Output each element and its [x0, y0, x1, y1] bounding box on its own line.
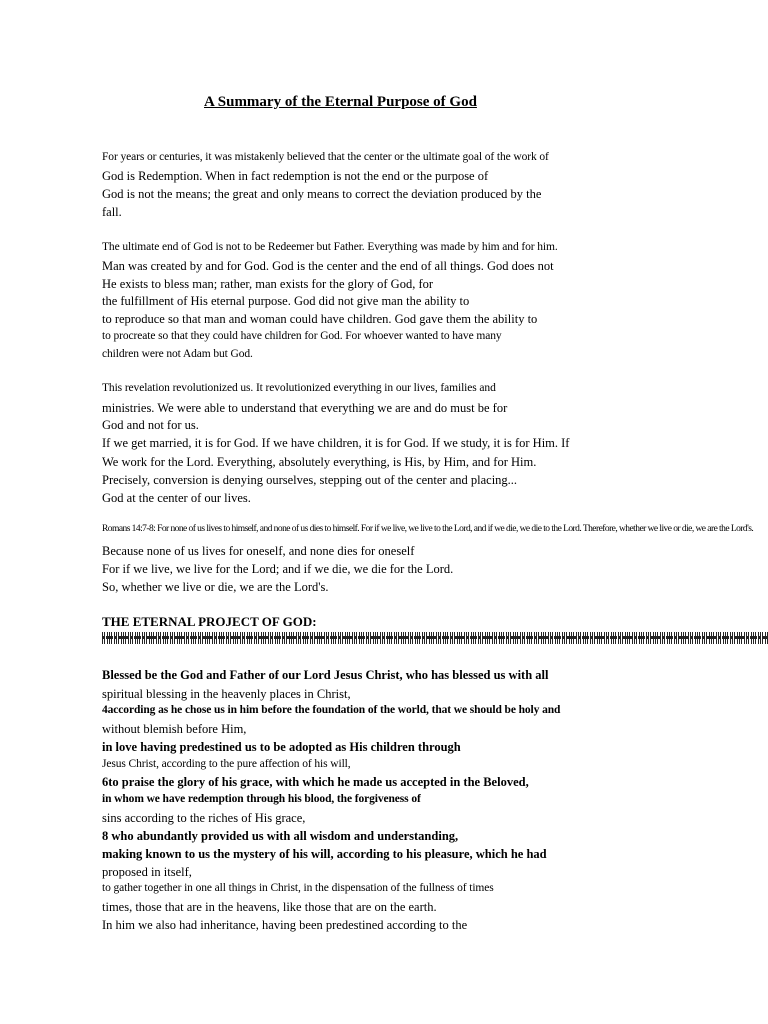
text-line: 6to praise the glory of his grace, with which he made us accepted in the Beloved,: [102, 775, 529, 789]
text-line: 4according as he chose us in him before the foundation of the world, that we should be holy and: [102, 704, 561, 716]
text-line: without blemish before Him,: [102, 722, 247, 736]
text-line: in whom we have redemption through his blood, the forgiveness of: [102, 793, 421, 805]
text-line: in love having predestined us to be adopted as His children through: [102, 740, 461, 754]
text-line: sins according to the riches of His grace,: [102, 811, 306, 825]
text-line: Romans 14:7-8: For none of us lives to himself, and none of us dies to himself. For if we live, we live to the Lord, and if we die, we die to the Lord. Therefore, whether we live or die, we are the Lord's.: [102, 524, 754, 534]
text-line: to procreate so that they could have children for God. For whoever wanted to have many: [102, 330, 502, 342]
text-line: times, those that are in the heavens, like those that are on the earth.: [102, 900, 437, 914]
garbled-text-line: [102, 632, 768, 644]
text-line: 8 who abundantly provided us with all wisdom and understanding,: [102, 829, 459, 843]
text-line: to reproduce so that man and woman could have children. God gave them the ability to: [102, 312, 538, 326]
text-line: So, whether we live or die, we are the Lord's.: [102, 580, 329, 594]
section-heading: THE ETERNAL PROJECT OF GOD:: [102, 614, 317, 629]
text-line: Jesus Christ, according to the pure affection of his will,: [102, 758, 351, 770]
text-line: The ultimate end of God is not to be Redeemer but Father. Everything was made by him and for him.: [102, 241, 558, 253]
text-line: This revelation revolutionized us. It revolutionized everything in our lives, families and: [102, 382, 496, 394]
text-line: children were not Adam but God.: [102, 348, 253, 360]
text-line: He exists to bless man; rather, man exists for the glory of God, for: [102, 277, 434, 291]
text-line: We work for the Lord. Everything, absolutely everything, is His, by Him, and for Him.: [102, 455, 537, 469]
text-line: the fulfillment of His eternal purpose. God did not give man the ability to: [102, 294, 470, 308]
text-line: God is Redemption. When in fact redemption is not the end or the purpose of: [102, 169, 489, 183]
text-line: ministries. We were able to understand that everything we are and do must be for: [102, 401, 508, 415]
text-line: Precisely, conversion is denying ourselves, stepping out of the center and placing...: [102, 473, 518, 487]
text-line: to gather together in one all things in Christ, in the dispensation of the fullness of times: [102, 882, 494, 894]
text-line: God is not the means; the great and only means to correct the deviation produced by the: [102, 187, 542, 201]
text-line: Blessed be the God and Father of our Lord Jesus Christ, who has blessed us with all: [102, 668, 549, 682]
text-line: Because none of us lives for oneself, and none dies for oneself: [102, 544, 415, 558]
text-line: spiritual blessing in the heavenly places in Christ,: [102, 687, 351, 701]
text-line: God at the center of our lives.: [102, 491, 251, 505]
text-line: If we get married, it is for God. If we have children, it is for God. If we study, it is for Him. If: [102, 436, 570, 450]
text-line: fall.: [102, 205, 122, 219]
text-line: God and not for us.: [102, 418, 199, 432]
text-line: Man was created by and for God. God is the center and the end of all things. God does not: [102, 259, 554, 273]
text-line: making known to us the mystery of his will, according to his pleasure, which he had: [102, 847, 547, 861]
text-line: proposed in itself,: [102, 865, 192, 879]
document-title: A Summary of the Eternal Purpose of God: [204, 94, 477, 110]
text-line: In him we also had inheritance, having been predestined according to the: [102, 918, 468, 932]
text-line: For if we live, we live for the Lord; and if we die, we die for the Lord.: [102, 562, 454, 576]
text-line: For years or centuries, it was mistakenly believed that the center or the ultimate goal of the work of: [102, 151, 549, 163]
